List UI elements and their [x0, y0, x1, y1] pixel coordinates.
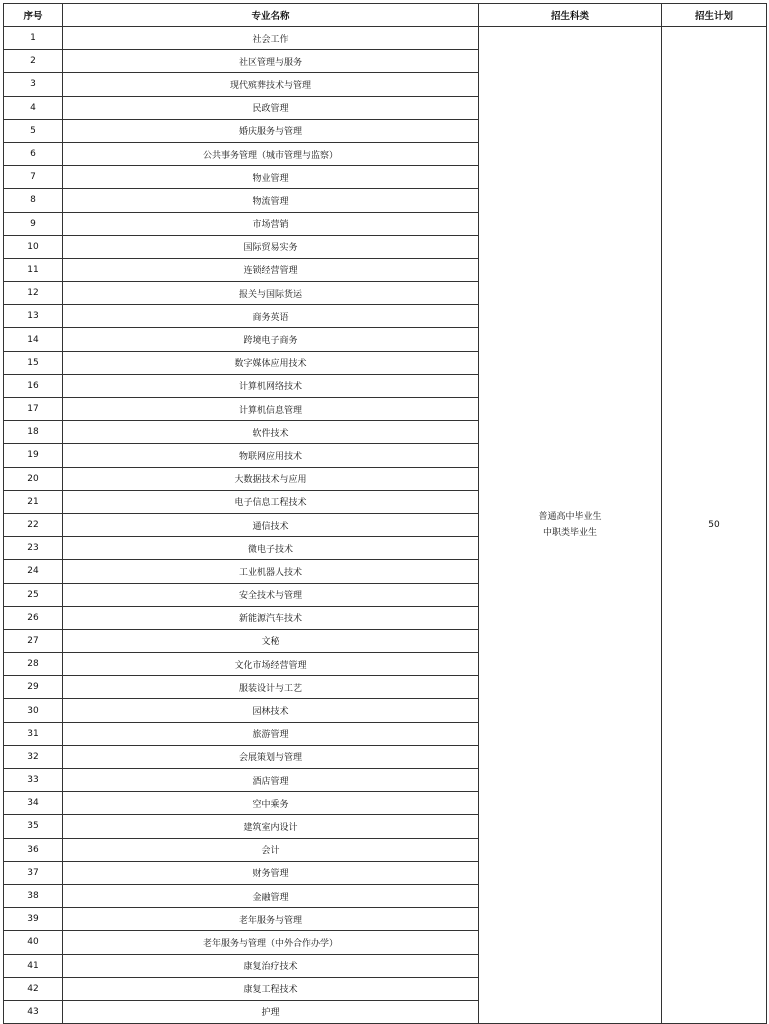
header-no: 序号	[4, 4, 63, 27]
row-number: 32	[4, 745, 63, 768]
row-number: 16	[4, 374, 63, 397]
row-number: 15	[4, 351, 63, 374]
row-number: 25	[4, 583, 63, 606]
row-number: 8	[4, 189, 63, 212]
major-name: 社区管理与服务	[63, 50, 479, 73]
row-number: 7	[4, 166, 63, 189]
major-name: 市场营销	[63, 212, 479, 235]
table-row	[4, 27, 767, 50]
major-name: 物业管理	[63, 166, 479, 189]
major-name: 报关与国际货运	[63, 282, 479, 305]
major-name: 园林技术	[63, 699, 479, 722]
major-name: 社会工作	[63, 27, 479, 50]
major-name: 数字媒体应用技术	[63, 351, 479, 374]
row-number: 43	[4, 1000, 63, 1023]
major-name: 工业机器人技术	[63, 560, 479, 583]
major-name: 国际贸易实务	[63, 235, 479, 258]
major-name: 微电子技术	[63, 537, 479, 560]
row-number: 5	[4, 119, 63, 142]
row-number: 20	[4, 467, 63, 490]
row-number: 24	[4, 560, 63, 583]
major-name: 服装设计与工艺	[63, 676, 479, 699]
row-number: 18	[4, 421, 63, 444]
row-number: 39	[4, 908, 63, 931]
row-number: 36	[4, 838, 63, 861]
row-number: 13	[4, 305, 63, 328]
row-number: 22	[4, 513, 63, 536]
row-number: 28	[4, 653, 63, 676]
major-name: 财务管理	[63, 861, 479, 884]
row-number: 30	[4, 699, 63, 722]
row-number: 19	[4, 444, 63, 467]
major-name: 通信技术	[63, 513, 479, 536]
row-number: 1	[4, 27, 63, 50]
major-name: 康复治疗技术	[63, 954, 479, 977]
major-name: 酒店管理	[63, 769, 479, 792]
row-number: 17	[4, 398, 63, 421]
major-name: 安全技术与管理	[63, 583, 479, 606]
major-name: 软件技术	[63, 421, 479, 444]
header-category: 招生科类	[479, 4, 662, 27]
row-number: 27	[4, 629, 63, 652]
major-name: 商务英语	[63, 305, 479, 328]
row-number: 23	[4, 537, 63, 560]
row-number: 2	[4, 50, 63, 73]
major-name: 计算机信息管理	[63, 398, 479, 421]
row-number: 41	[4, 954, 63, 977]
major-name: 文化市场经营管理	[63, 653, 479, 676]
major-name: 婚庆服务与管理	[63, 119, 479, 142]
major-name: 现代殡葬技术与管理	[63, 73, 479, 96]
major-name: 老年服务与管理（中外合作办学）	[63, 931, 479, 954]
header-row	[4, 4, 767, 27]
major-name: 新能源汽车技术	[63, 606, 479, 629]
major-name: 旅游管理	[63, 722, 479, 745]
header-plan: 招生计划	[662, 4, 767, 27]
row-number: 11	[4, 258, 63, 281]
major-name: 电子信息工程技术	[63, 490, 479, 513]
row-number: 31	[4, 722, 63, 745]
major-name: 会计	[63, 838, 479, 861]
major-name: 老年服务与管理	[63, 908, 479, 931]
table-body	[4, 27, 767, 1024]
row-number: 37	[4, 861, 63, 884]
row-number: 42	[4, 977, 63, 1000]
major-name: 计算机网络技术	[63, 374, 479, 397]
row-number: 4	[4, 96, 63, 119]
major-name: 连锁经营管理	[63, 258, 479, 281]
row-number: 35	[4, 815, 63, 838]
major-name: 物流管理	[63, 189, 479, 212]
admissions-table	[3, 3, 767, 1024]
header-major: 专业名称	[63, 4, 479, 27]
major-name: 护理	[63, 1000, 479, 1023]
row-number: 9	[4, 212, 63, 235]
major-name: 民政管理	[63, 96, 479, 119]
row-number: 3	[4, 73, 63, 96]
plan-cell: 50	[662, 27, 767, 1024]
major-name: 建筑室内设计	[63, 815, 479, 838]
row-number: 29	[4, 676, 63, 699]
major-name: 公共事务管理（城市管理与监察）	[63, 142, 479, 165]
row-number: 14	[4, 328, 63, 351]
row-number: 38	[4, 884, 63, 907]
major-name: 会展策划与管理	[63, 745, 479, 768]
major-name: 康复工程技术	[63, 977, 479, 1000]
row-number: 21	[4, 490, 63, 513]
row-number: 12	[4, 282, 63, 305]
major-name: 跨境电子商务	[63, 328, 479, 351]
row-number: 40	[4, 931, 63, 954]
row-number: 10	[4, 235, 63, 258]
major-name: 金融管理	[63, 884, 479, 907]
major-name: 文秘	[63, 629, 479, 652]
major-name: 大数据技术与应用	[63, 467, 479, 490]
row-number: 6	[4, 142, 63, 165]
row-number: 26	[4, 606, 63, 629]
row-number: 33	[4, 769, 63, 792]
category-cell: 普通高中毕业生 中职类毕业生	[479, 27, 662, 1024]
row-number: 34	[4, 792, 63, 815]
major-name: 空中乘务	[63, 792, 479, 815]
major-name: 物联网应用技术	[63, 444, 479, 467]
